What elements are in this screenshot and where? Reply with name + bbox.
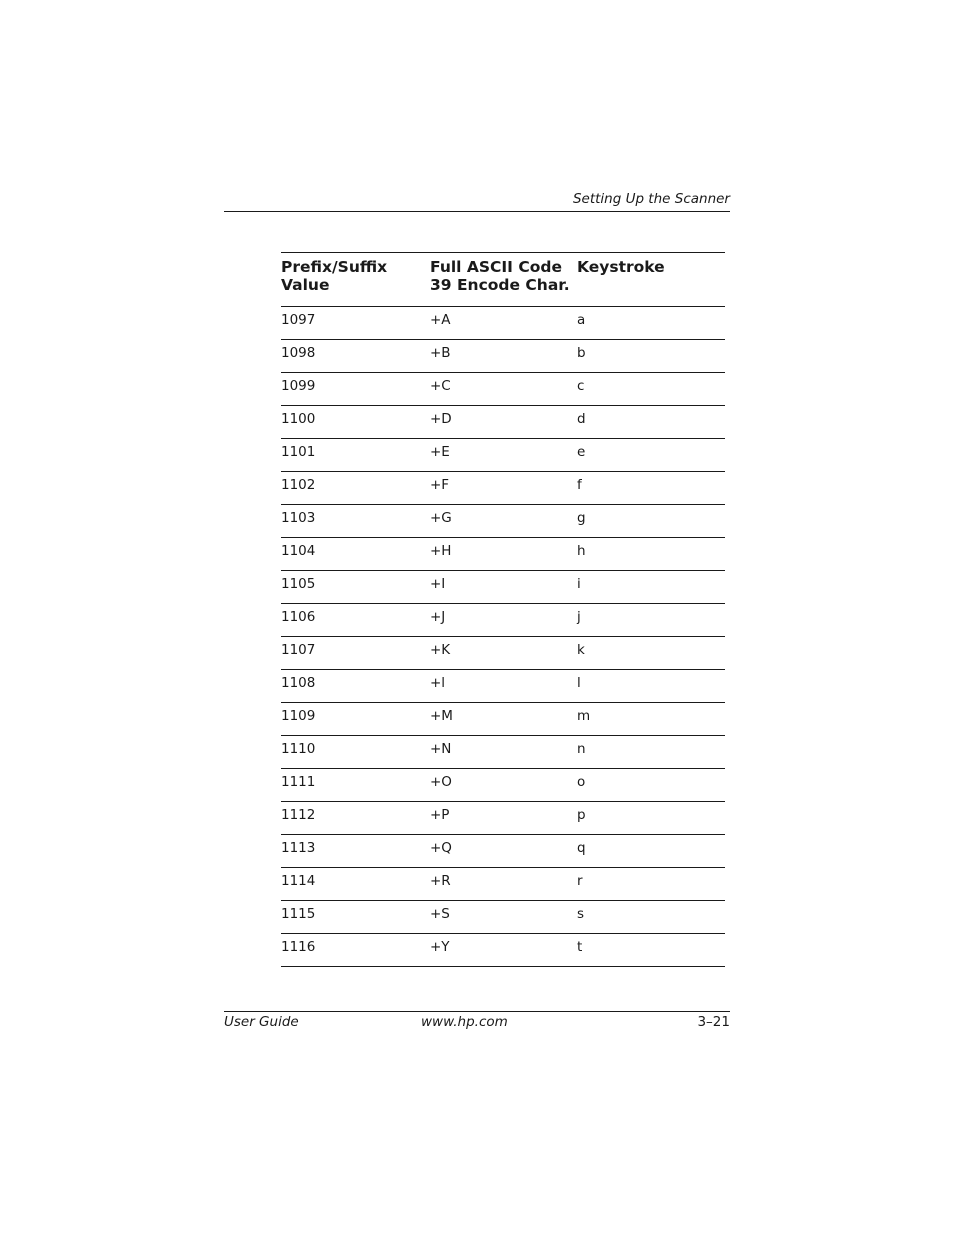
cell-prefix-suffix-value: 1114: [281, 873, 316, 889]
table-row: [281, 538, 725, 571]
column-header-line: Full ASCII Code: [430, 258, 562, 276]
cell-ascii-encode-char: +G: [430, 510, 452, 526]
cell-prefix-suffix-value: 1103: [281, 510, 316, 526]
cell-prefix-suffix-value: 1105: [281, 576, 316, 592]
footer-rule: [224, 1011, 730, 1012]
cell-ascii-encode-char: +O: [430, 774, 452, 790]
cell-keystroke: b: [577, 345, 586, 361]
cell-ascii-encode-char: +Q: [430, 840, 452, 856]
header-rule: [224, 211, 730, 212]
cell-prefix-suffix-value: 1101: [281, 444, 316, 460]
column-header-line: Value: [281, 276, 330, 294]
keystroke-table: [281, 252, 725, 967]
table-row: [281, 472, 725, 505]
cell-keystroke: c: [577, 378, 585, 394]
cell-prefix-suffix-value: 1112: [281, 807, 316, 823]
cell-ascii-encode-char: +Y: [430, 939, 450, 955]
table-body: [281, 307, 725, 967]
column-header-keystroke: [577, 253, 725, 306]
cell-keystroke: q: [577, 840, 586, 856]
table-row: [281, 439, 725, 472]
cell-prefix-suffix-value: 1104: [281, 543, 316, 559]
cell-prefix-suffix-value: 1099: [281, 378, 316, 394]
cell-keystroke: o: [577, 774, 586, 790]
cell-prefix-suffix-value: 1111: [281, 774, 316, 790]
cell-prefix-suffix-value: 1107: [281, 642, 316, 658]
cell-keystroke: k: [577, 642, 585, 658]
cell-prefix-suffix-value: 1102: [281, 477, 316, 493]
cell-keystroke: i: [577, 576, 581, 592]
table-row: [281, 802, 725, 835]
table-header-row: [281, 253, 725, 307]
table-row: [281, 604, 725, 637]
footer-url: www.hp.com: [421, 1014, 508, 1030]
cell-keystroke: r: [577, 873, 583, 889]
table-row: [281, 307, 725, 340]
cell-ascii-encode-char: +K: [430, 642, 451, 658]
cell-keystroke: f: [577, 477, 582, 493]
footer-guide-title: User Guide: [224, 1014, 299, 1030]
table-row: [281, 703, 725, 736]
cell-keystroke: d: [577, 411, 586, 427]
cell-keystroke: a: [577, 312, 586, 328]
cell-prefix-suffix-value: 1100: [281, 411, 316, 427]
cell-keystroke: s: [577, 906, 585, 922]
cell-ascii-encode-char: +B: [430, 345, 451, 361]
cell-ascii-encode-char: +J: [430, 609, 446, 625]
table-row: [281, 934, 725, 967]
cell-prefix-suffix-value: 1109: [281, 708, 316, 724]
table-row: [281, 505, 725, 538]
cell-prefix-suffix-value: 1110: [281, 741, 316, 757]
cell-ascii-encode-char: +A: [430, 312, 451, 328]
cell-keystroke: h: [577, 543, 586, 559]
cell-prefix-suffix-value: 1115: [281, 906, 316, 922]
cell-keystroke: e: [577, 444, 586, 460]
cell-ascii-encode-char: +l: [430, 675, 446, 691]
cell-keystroke: p: [577, 807, 586, 823]
cell-keystroke: l: [577, 675, 581, 691]
cell-prefix-suffix-value: 1106: [281, 609, 316, 625]
column-header-line: Keystroke: [577, 258, 665, 276]
cell-ascii-encode-char: +H: [430, 543, 452, 559]
column-header-line: 39 Encode Char.: [430, 276, 570, 294]
table-row: [281, 670, 725, 703]
table-row: [281, 637, 725, 670]
cell-ascii-encode-char: +D: [430, 411, 452, 427]
table-row: [281, 571, 725, 604]
page-number: 3–21: [697, 1014, 730, 1030]
cell-ascii-encode-char: +N: [430, 741, 452, 757]
cell-ascii-encode-char: +M: [430, 708, 453, 724]
column-header-prefix-suffix: [281, 253, 430, 306]
table-row: [281, 868, 725, 901]
cell-ascii-encode-char: +R: [430, 873, 451, 889]
table-row: [281, 340, 725, 373]
cell-keystroke: g: [577, 510, 586, 526]
cell-prefix-suffix-value: 1113: [281, 840, 316, 856]
cell-ascii-encode-char: +E: [430, 444, 450, 460]
cell-ascii-encode-char: +S: [430, 906, 450, 922]
table-row: [281, 406, 725, 439]
table-row: [281, 901, 725, 934]
cell-ascii-encode-char: +P: [430, 807, 450, 823]
table-row: [281, 769, 725, 802]
cell-ascii-encode-char: +C: [430, 378, 451, 394]
cell-prefix-suffix-value: 1097: [281, 312, 316, 328]
cell-ascii-encode-char: +F: [430, 477, 450, 493]
column-header-ascii-code: [430, 253, 577, 306]
cell-keystroke: m: [577, 708, 591, 724]
cell-keystroke: j: [577, 609, 581, 625]
cell-prefix-suffix-value: 1116: [281, 939, 316, 955]
cell-prefix-suffix-value: 1108: [281, 675, 316, 691]
cell-prefix-suffix-value: 1098: [281, 345, 316, 361]
running-header: Setting Up the Scanner: [572, 191, 730, 207]
cell-keystroke: n: [577, 741, 586, 757]
table-row: [281, 835, 725, 868]
column-header-line: Prefix/Suffix: [281, 258, 388, 276]
table-row: [281, 373, 725, 406]
cell-ascii-encode-char: +I: [430, 576, 446, 592]
table-row: [281, 736, 725, 769]
cell-keystroke: t: [577, 939, 583, 955]
